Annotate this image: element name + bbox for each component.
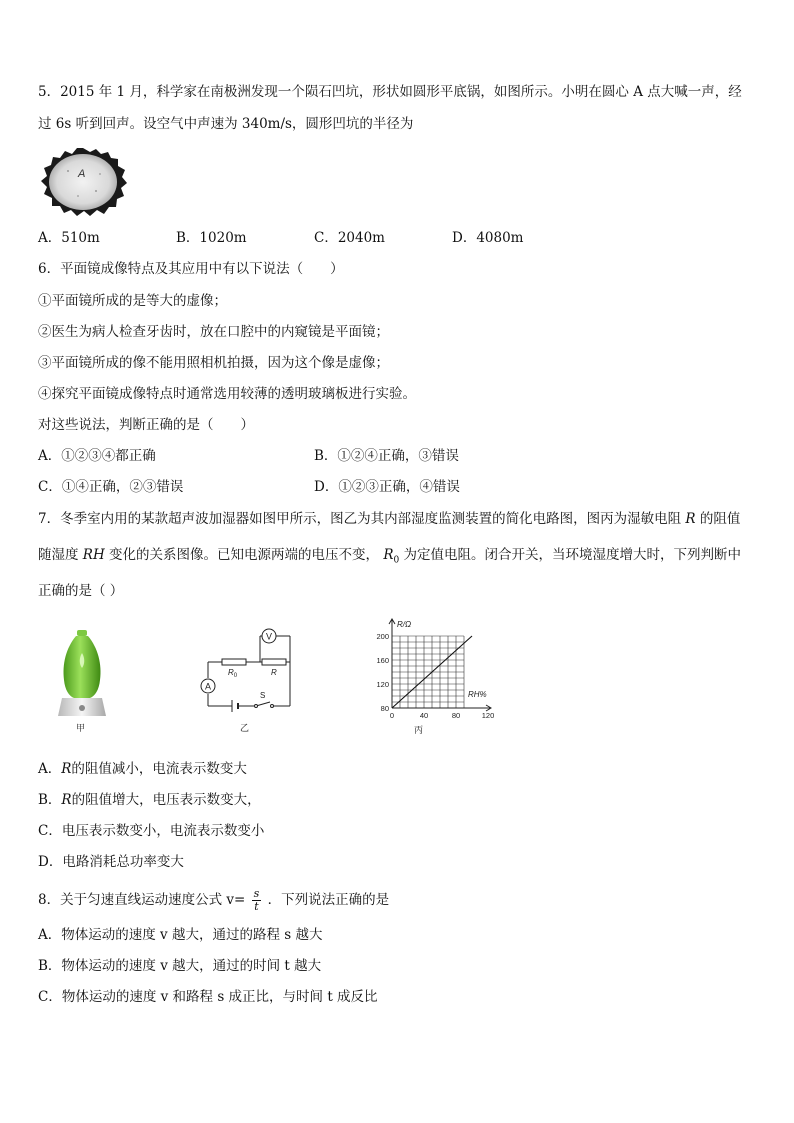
q6-stem: 6．平面镜成像特点及其应用中有以下说法（ ） [38, 261, 344, 277]
q6-option-b[interactable]: B．①②④正确，③错误 [314, 448, 459, 464]
q7-option-b-letter: B． [38, 792, 62, 808]
crater-point-a-label: A [78, 168, 86, 180]
fig-jia-label: 甲 [76, 723, 86, 733]
ammeter-label: A [205, 681, 212, 692]
y-tick-label: 120 [376, 680, 389, 689]
q8-fraction-numerator: s [253, 887, 260, 900]
q6-question: 对这些说法，判断正确的是（ ） [38, 417, 254, 433]
chart-grid [392, 636, 464, 708]
q5-option-d[interactable]: D．4080m [452, 230, 524, 246]
humidifier-figure [52, 628, 112, 736]
x-tick-label: 0 [389, 711, 395, 720]
x-axis-label: RH% [468, 690, 487, 699]
q7-option-a[interactable] [38, 760, 247, 778]
circuit-diagram [194, 624, 298, 736]
q7-option-a-text: 的阻值减小，电流表示数变大 [71, 761, 247, 777]
switch-label: S [260, 691, 266, 700]
q7-line2-sub: 0 [393, 555, 400, 566]
q8-stem-text-b: ．下列说法正确的是 [267, 892, 390, 908]
q7-line2-var: RH [82, 547, 105, 563]
q6-statement-1: ①平面镜所成的是等大的虚像； [38, 293, 227, 309]
q7-option-a-var: R [61, 761, 72, 777]
y-tick-label: 160 [376, 656, 389, 665]
q7-line1 [38, 510, 740, 528]
q7-option-d[interactable] [38, 853, 184, 871]
q5-line1: 5．2015 年 1 月，科学家在南极洲发现一个陨石凹坑，形状如圆形平底锅，如图所示。小明在圆心 A 点大喊一声，经 [38, 84, 742, 100]
q5-line2: 过 6s 听到回声。设空气中声速为 340m/s，圆形凹坑的半径为 [38, 116, 414, 132]
q6-option-c[interactable]: C．①④正确，②③错误 [38, 479, 184, 495]
q7-line2-var2: R [383, 547, 394, 563]
x-tick-label: 40 [419, 711, 429, 720]
q8-option-a[interactable]: A．物体运动的速度 v 越大，通过的路程 s 越大 [38, 927, 323, 943]
x-tick-label: 80 [451, 711, 461, 720]
q7-line1-text-b: 的阻值 [699, 511, 741, 527]
q7-option-c-text: 电压表示数变小，电流表示数变小 [61, 823, 265, 839]
q6-statement-4: ④探究平面镜成像特点时通常选用较薄的透明玻璃板进行实验。 [38, 386, 416, 402]
q7-line2-text-b: 变化的关系图像。已知电源两端的电压不变， [109, 547, 380, 563]
fig-bing-label: 丙 [414, 725, 424, 735]
fig-yi-label: 乙 [240, 723, 250, 733]
q7-option-b[interactable] [38, 791, 261, 809]
q7-option-b-var: R [61, 792, 72, 808]
q6-statement-2: ②医生为病人检查牙齿时，放在口腔中的内窥镜是平面镜； [38, 324, 389, 340]
q7-line2 [38, 546, 741, 570]
q8-formula-fraction [252, 888, 262, 913]
resistor-r-label: R [271, 668, 277, 677]
q5-option-a[interactable]: A．510m [38, 230, 100, 246]
q8-fraction-denominator: t [254, 900, 259, 913]
resistor-r0-label: $R_0$ [228, 668, 238, 679]
q7-line1-var: R [685, 511, 696, 527]
x-tick-label: 120 [481, 711, 495, 720]
q8-option-b[interactable]: B．物体运动的速度 v 越大，通过的时间 t 越大 [38, 958, 322, 974]
q6-option-d[interactable]: D．①②③正确，④错误 [314, 479, 460, 495]
q7-option-c-letter: C． [38, 823, 62, 839]
voltmeter-label: V [266, 631, 273, 642]
q8-option-c[interactable]: C．物体运动的速度 v 和路程 s 成正比，与时间 t 成反比 [38, 989, 378, 1005]
q7-line3: 正确的是（ ） [38, 583, 124, 599]
q7-option-c[interactable] [38, 822, 264, 840]
q7-option-b-text: 的阻值增大，电压表示数变大， [71, 792, 261, 808]
y-tick-label: 200 [376, 632, 389, 641]
q5-option-b[interactable]: B．1020m [176, 230, 247, 246]
q7-line1-text-a: 7．冬季室内用的某款超声波加湿器如图甲所示，图乙为其内部湿度监测装置的简化电路图，图丙为湿敏电阻 [38, 511, 682, 527]
q7-line2-text-a: 随湿度 [38, 547, 79, 563]
humidity-resistance-chart [362, 614, 498, 738]
resistor-r [262, 659, 286, 665]
crater-figure [38, 146, 128, 218]
q7-option-d-text: 电路消耗总功率变大 [62, 854, 184, 870]
q8-stem [38, 888, 389, 913]
q7-option-d-letter: D． [38, 854, 63, 870]
y-tick-label: 80 [380, 704, 389, 713]
q5-option-c[interactable]: C．2040m [314, 230, 385, 246]
q8-stem-text-a: 8．关于匀速直线运动速度公式 v= [38, 892, 246, 908]
q7-line2-text-c: 为定值电阻。闭合开关，当环境湿度增大时，下列判断中 [403, 547, 742, 563]
q6-statement-3: ③平面镜所成的像不能用照相机拍摄，因为这个像是虚像； [38, 355, 389, 371]
y-axis-label: R/Ω [397, 620, 412, 629]
q7-option-a-letter: A． [38, 761, 62, 777]
resistor-r0 [222, 659, 246, 665]
q6-option-a[interactable]: A．①②③④都正确 [38, 448, 156, 464]
